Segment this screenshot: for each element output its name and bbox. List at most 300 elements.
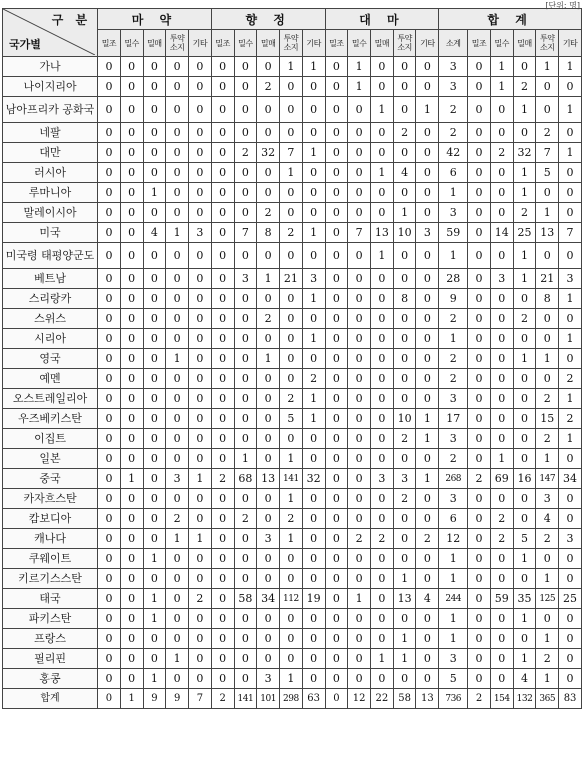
value-cell: 0: [98, 143, 121, 163]
value-cell: 0: [120, 77, 143, 97]
value-cell: 0: [302, 183, 325, 203]
value-cell: 0: [234, 609, 257, 629]
value-cell: 0: [559, 489, 582, 509]
value-cell: 0: [325, 689, 348, 709]
value-cell: 0: [348, 97, 371, 123]
value-cell: 1: [416, 97, 439, 123]
value-cell: 3: [439, 57, 468, 77]
value-cell: 0: [325, 289, 348, 309]
value-cell: 1: [439, 329, 468, 349]
value-cell: 0: [98, 97, 121, 123]
value-cell: 1: [280, 449, 303, 469]
table-row: [3, 269, 582, 289]
value-cell: 0: [98, 589, 121, 609]
value-cell: 0: [416, 57, 439, 77]
table-header: [3, 9, 582, 57]
value-cell: 2: [189, 589, 212, 609]
value-cell: 0: [166, 57, 189, 77]
value-cell: 0: [348, 269, 371, 289]
value-cell: 0: [348, 163, 371, 183]
value-cell: 1: [302, 223, 325, 243]
value-cell: 0: [257, 163, 280, 183]
value-cell: 1: [536, 349, 559, 369]
value-cell: 0: [189, 163, 212, 183]
value-cell: 5: [536, 163, 559, 183]
value-cell: 0: [120, 529, 143, 549]
value-cell: 1: [513, 243, 536, 269]
value-cell: 2: [559, 369, 582, 389]
value-cell: 2: [513, 309, 536, 329]
value-cell: 1: [416, 429, 439, 449]
value-cell: 4: [393, 163, 416, 183]
table-row: [3, 509, 582, 529]
value-cell: 0: [348, 349, 371, 369]
value-cell: 17: [439, 409, 468, 429]
value-cell: 2: [280, 509, 303, 529]
value-cell: 0: [189, 429, 212, 449]
value-cell: 0: [370, 349, 393, 369]
subheader-cannabis-smuggling: 밀수: [348, 30, 371, 57]
value-cell: 0: [143, 269, 166, 289]
country-drug-statistics-table: [2, 8, 582, 709]
value-cell: 0: [257, 389, 280, 409]
value-cell: 0: [280, 203, 303, 223]
table-row: [3, 489, 582, 509]
value-cell: 0: [325, 349, 348, 369]
value-cell: 0: [120, 649, 143, 669]
table-row: [3, 143, 582, 163]
value-cell: 0: [257, 369, 280, 389]
value-cell: 2: [490, 509, 513, 529]
value-cell: 1: [513, 97, 536, 123]
value-cell: 2: [439, 369, 468, 389]
value-cell: 0: [468, 409, 491, 429]
value-cell: 0: [393, 309, 416, 329]
value-cell: 0: [416, 329, 439, 349]
value-cell: 0: [302, 649, 325, 669]
value-cell: 0: [302, 309, 325, 329]
value-cell: 0: [490, 549, 513, 569]
value-cell: 25: [513, 223, 536, 243]
value-cell: 0: [325, 489, 348, 509]
value-cell: 0: [98, 289, 121, 309]
value-cell: 0: [211, 57, 234, 77]
value-cell: 2: [280, 223, 303, 243]
subheader-cannabis-trafficking: 밀매: [370, 30, 393, 57]
value-cell: 0: [120, 669, 143, 689]
total-row: [3, 689, 582, 709]
value-cell: 0: [143, 369, 166, 389]
value-cell: 1: [439, 549, 468, 569]
value-cell: 0: [536, 369, 559, 389]
value-cell: 0: [416, 289, 439, 309]
value-cell: 0: [98, 409, 121, 429]
value-cell: 0: [348, 243, 371, 269]
value-cell: 0: [189, 569, 212, 589]
value-cell: 2: [536, 649, 559, 669]
value-cell: 0: [234, 203, 257, 223]
value-cell: 0: [98, 203, 121, 223]
value-cell: 736: [439, 689, 468, 709]
value-cell: 0: [302, 77, 325, 97]
value-cell: 0: [98, 77, 121, 97]
value-cell: 0: [536, 549, 559, 569]
value-cell: 0: [416, 609, 439, 629]
value-cell: 0: [120, 609, 143, 629]
value-cell: 2: [439, 97, 468, 123]
value-cell: 0: [348, 183, 371, 203]
value-cell: 0: [166, 429, 189, 449]
value-cell: 154: [490, 689, 513, 709]
value-cell: 0: [143, 389, 166, 409]
value-cell: 1: [536, 569, 559, 589]
value-cell: 0: [120, 569, 143, 589]
value-cell: 125: [536, 589, 559, 609]
value-cell: 0: [536, 183, 559, 203]
value-cell: 3: [439, 649, 468, 669]
value-cell: 0: [302, 609, 325, 629]
value-cell: 12: [348, 689, 371, 709]
value-cell: 0: [189, 549, 212, 569]
value-cell: 1: [143, 183, 166, 203]
value-cell: 59: [490, 589, 513, 609]
value-cell: 0: [490, 329, 513, 349]
table-row: [3, 223, 582, 243]
value-cell: 0: [393, 549, 416, 569]
value-cell: 0: [257, 569, 280, 589]
value-cell: 4: [513, 669, 536, 689]
value-cell: 0: [468, 289, 491, 309]
value-cell: 0: [234, 429, 257, 449]
value-cell: 0: [166, 409, 189, 429]
value-cell: 0: [393, 669, 416, 689]
value-cell: 1: [370, 163, 393, 183]
value-cell: 0: [189, 349, 212, 369]
value-cell: 0: [302, 123, 325, 143]
value-cell: 3: [559, 269, 582, 289]
value-cell: 0: [120, 409, 143, 429]
value-cell: 0: [348, 629, 371, 649]
value-cell: 0: [325, 309, 348, 329]
value-cell: 0: [98, 629, 121, 649]
value-cell: 0: [143, 629, 166, 649]
value-cell: 0: [302, 489, 325, 509]
value-cell: 101: [257, 689, 280, 709]
value-cell: 0: [166, 243, 189, 269]
value-cell: 0: [234, 183, 257, 203]
value-cell: 9: [439, 289, 468, 309]
value-cell: 0: [302, 203, 325, 223]
country-name-cell: 스위스: [3, 309, 98, 329]
value-cell: 0: [348, 449, 371, 469]
header-country-label: 국가별: [9, 38, 41, 51]
value-cell: 2: [234, 143, 257, 163]
value-cell: 0: [325, 77, 348, 97]
country-name-cell: 베트남: [3, 269, 98, 289]
value-cell: 0: [325, 183, 348, 203]
value-cell: 0: [120, 97, 143, 123]
value-cell: 1: [513, 609, 536, 629]
value-cell: 0: [416, 309, 439, 329]
value-cell: 0: [234, 409, 257, 429]
value-cell: 4: [536, 509, 559, 529]
value-cell: 0: [143, 429, 166, 449]
value-cell: 0: [513, 289, 536, 309]
value-cell: 0: [120, 57, 143, 77]
value-cell: 0: [559, 629, 582, 649]
value-cell: 15: [536, 409, 559, 429]
value-cell: 0: [143, 143, 166, 163]
value-cell: 0: [234, 97, 257, 123]
value-cell: 0: [490, 289, 513, 309]
table-row: [3, 549, 582, 569]
value-cell: 1: [513, 549, 536, 569]
value-cell: 0: [370, 329, 393, 349]
value-cell: 0: [559, 243, 582, 269]
value-cell: 0: [393, 449, 416, 469]
value-cell: 0: [536, 309, 559, 329]
value-cell: 0: [302, 529, 325, 549]
subheader-psychotropics-smuggling: 밀수: [234, 30, 257, 57]
value-cell: 0: [98, 569, 121, 589]
value-cell: 0: [143, 203, 166, 223]
value-cell: 0: [120, 123, 143, 143]
value-cell: 1: [166, 349, 189, 369]
value-cell: 0: [211, 223, 234, 243]
value-cell: 0: [325, 223, 348, 243]
value-cell: 0: [211, 143, 234, 163]
value-cell: 2: [257, 309, 280, 329]
country-name-cell: 미국: [3, 223, 98, 243]
country-name-cell: 러시아: [3, 163, 98, 183]
value-cell: 0: [166, 609, 189, 629]
value-cell: 0: [393, 609, 416, 629]
value-cell: 0: [143, 409, 166, 429]
value-cell: 0: [143, 449, 166, 469]
value-cell: 0: [120, 183, 143, 203]
value-cell: 0: [513, 489, 536, 509]
value-cell: 0: [120, 489, 143, 509]
value-cell: 1: [370, 649, 393, 669]
value-cell: 0: [143, 329, 166, 349]
subheader-cannabis-other: 기타: [416, 30, 439, 57]
value-cell: 0: [211, 429, 234, 449]
value-cell: 0: [325, 529, 348, 549]
value-cell: 0: [98, 123, 121, 143]
value-cell: 0: [513, 389, 536, 409]
value-cell: 1: [189, 469, 212, 489]
value-cell: 0: [348, 143, 371, 163]
value-cell: 0: [189, 143, 212, 163]
value-cell: 4: [416, 589, 439, 609]
value-cell: 0: [513, 509, 536, 529]
value-cell: 7: [234, 223, 257, 243]
value-cell: 0: [370, 309, 393, 329]
value-cell: 1: [280, 57, 303, 77]
table-row: [3, 77, 582, 97]
value-cell: 0: [536, 77, 559, 97]
value-cell: 0: [98, 163, 121, 183]
value-cell: 1: [439, 183, 468, 203]
value-cell: 0: [370, 609, 393, 629]
value-cell: 1: [189, 529, 212, 549]
table-row: [3, 589, 582, 609]
value-cell: 1: [559, 429, 582, 449]
value-cell: 1: [120, 689, 143, 709]
value-cell: 0: [120, 243, 143, 269]
value-cell: 0: [490, 349, 513, 369]
value-cell: 2: [513, 77, 536, 97]
value-cell: 0: [348, 569, 371, 589]
value-cell: 2: [348, 529, 371, 549]
value-cell: 0: [536, 243, 559, 269]
value-cell: 0: [189, 369, 212, 389]
value-cell: 0: [143, 489, 166, 509]
value-cell: 0: [490, 123, 513, 143]
value-cell: 0: [98, 449, 121, 469]
value-cell: 0: [211, 309, 234, 329]
value-cell: 0: [257, 409, 280, 429]
value-cell: 0: [211, 329, 234, 349]
value-cell: 0: [166, 77, 189, 97]
value-cell: 2: [393, 489, 416, 509]
value-cell: 0: [211, 97, 234, 123]
value-cell: 0: [370, 77, 393, 97]
value-cell: 0: [166, 143, 189, 163]
country-name-cell: 미국령 태평양군도: [3, 243, 98, 269]
value-cell: 0: [189, 449, 212, 469]
value-cell: 0: [98, 689, 121, 709]
country-name-cell: 캄보디아: [3, 509, 98, 529]
value-cell: 0: [189, 97, 212, 123]
value-cell: 0: [98, 509, 121, 529]
value-cell: 0: [325, 97, 348, 123]
value-cell: 0: [143, 529, 166, 549]
value-cell: 1: [280, 669, 303, 689]
value-cell: 0: [143, 97, 166, 123]
value-cell: 0: [280, 569, 303, 589]
value-cell: 10: [393, 223, 416, 243]
value-cell: 0: [234, 629, 257, 649]
value-cell: 0: [393, 269, 416, 289]
value-cell: 0: [468, 309, 491, 329]
value-cell: 0: [370, 269, 393, 289]
value-cell: 0: [280, 429, 303, 449]
value-cell: 0: [143, 509, 166, 529]
value-cell: 0: [393, 389, 416, 409]
value-cell: 0: [257, 289, 280, 309]
value-cell: 0: [98, 489, 121, 509]
value-cell: 0: [416, 549, 439, 569]
value-cell: 14: [490, 223, 513, 243]
value-cell: 0: [143, 243, 166, 269]
value-cell: 58: [234, 589, 257, 609]
value-cell: 1: [280, 529, 303, 549]
value-cell: 1: [536, 629, 559, 649]
value-cell: 1: [166, 223, 189, 243]
table-row: [3, 649, 582, 669]
country-name-cell: 우즈베키스탄: [3, 409, 98, 429]
value-cell: 0: [302, 163, 325, 183]
value-cell: 0: [211, 203, 234, 223]
value-cell: 0: [166, 163, 189, 183]
value-cell: 0: [143, 57, 166, 77]
value-cell: 2: [416, 529, 439, 549]
value-cell: 0: [416, 349, 439, 369]
value-cell: 0: [98, 183, 121, 203]
value-cell: 1: [513, 183, 536, 203]
value-cell: 0: [468, 389, 491, 409]
value-cell: 0: [490, 649, 513, 669]
country-name-cell: 예멘: [3, 369, 98, 389]
table-row: [3, 609, 582, 629]
value-cell: 0: [189, 329, 212, 349]
value-cell: 0: [234, 549, 257, 569]
value-cell: 2: [211, 689, 234, 709]
value-cell: 0: [348, 309, 371, 329]
subheader-narcotics-trafficking: 밀매: [143, 30, 166, 57]
value-cell: 1: [302, 57, 325, 77]
value-cell: 0: [257, 329, 280, 349]
value-cell: 0: [257, 97, 280, 123]
value-cell: 0: [490, 429, 513, 449]
table-row: [3, 369, 582, 389]
value-cell: 0: [370, 409, 393, 429]
value-cell: 2: [559, 409, 582, 429]
value-cell: 0: [325, 589, 348, 609]
value-cell: 1: [559, 97, 582, 123]
value-cell: 83: [559, 689, 582, 709]
value-cell: 0: [280, 369, 303, 389]
value-cell: 0: [416, 569, 439, 589]
value-cell: 0: [393, 369, 416, 389]
table-row: [3, 469, 582, 489]
value-cell: 32: [302, 469, 325, 489]
value-cell: 0: [468, 97, 491, 123]
value-cell: 2: [393, 123, 416, 143]
value-cell: 0: [280, 329, 303, 349]
value-cell: 1: [439, 243, 468, 269]
table-row: [3, 429, 582, 449]
value-cell: 0: [234, 57, 257, 77]
value-cell: 0: [559, 549, 582, 569]
value-cell: 0: [325, 57, 348, 77]
value-cell: 2: [234, 509, 257, 529]
value-cell: 3: [439, 203, 468, 223]
country-name-cell: 홍콩: [3, 669, 98, 689]
value-cell: 8: [536, 289, 559, 309]
value-cell: 1: [490, 57, 513, 77]
value-cell: 268: [439, 469, 468, 489]
value-cell: 0: [280, 243, 303, 269]
value-cell: 3: [439, 429, 468, 449]
value-cell: 0: [416, 449, 439, 469]
value-cell: 0: [302, 569, 325, 589]
value-cell: 0: [143, 289, 166, 309]
value-cell: 0: [490, 609, 513, 629]
value-cell: 0: [370, 549, 393, 569]
value-cell: 1: [536, 57, 559, 77]
value-cell: 0: [513, 629, 536, 649]
value-cell: 1: [439, 629, 468, 649]
value-cell: 2: [393, 429, 416, 449]
value-cell: 1: [143, 589, 166, 609]
value-cell: 0: [490, 489, 513, 509]
table-row: [3, 183, 582, 203]
value-cell: 34: [559, 469, 582, 489]
value-cell: 0: [189, 649, 212, 669]
value-cell: 0: [143, 569, 166, 589]
